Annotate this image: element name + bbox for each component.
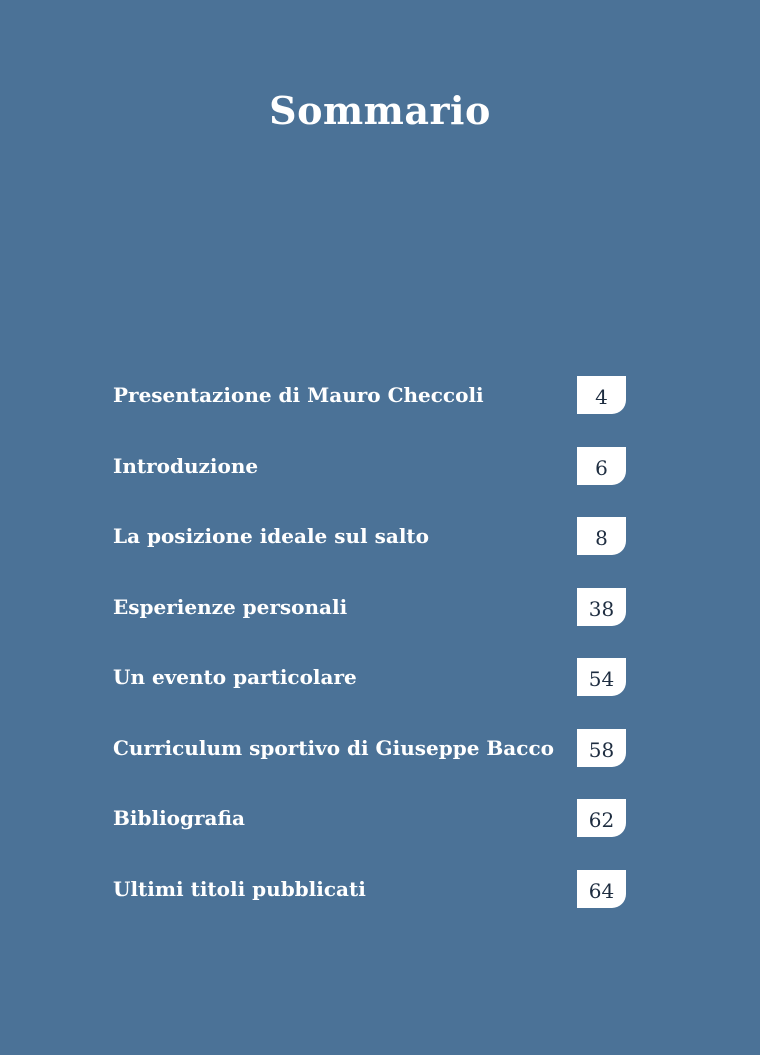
- toc-item[interactable]: [113, 799, 626, 837]
- toc-item[interactable]: [113, 376, 626, 414]
- toc-item[interactable]: [113, 517, 626, 555]
- toc-page-number: 64: [577, 870, 626, 908]
- page-title: Sommario: [269, 88, 491, 133]
- toc-page-number: 6: [577, 447, 626, 485]
- toc-page-number: 62: [577, 799, 626, 837]
- toc-item-label: Un evento particolare: [113, 665, 357, 689]
- toc-item-label: Ultimi titoli pubblicati: [113, 876, 366, 901]
- toc-item[interactable]: [113, 658, 626, 696]
- toc-item[interactable]: [113, 447, 626, 485]
- toc-page-number: 54: [577, 658, 626, 696]
- toc-page-number: 58: [577, 729, 626, 767]
- toc-item[interactable]: [113, 729, 626, 767]
- toc-item-label: Esperienze personali: [113, 594, 348, 619]
- toc-item-label: Introduzione: [113, 453, 259, 478]
- toc-item[interactable]: [113, 870, 626, 908]
- toc-item[interactable]: [113, 588, 626, 626]
- toc-page-number: 8: [577, 517, 626, 555]
- toc-item-label: La posizione ideale sul salto: [113, 524, 429, 548]
- table-of-contents: [113, 376, 626, 940]
- toc-page-number: 4: [577, 376, 626, 414]
- toc-page-number: 38: [577, 588, 626, 626]
- toc-item-label: Curriculum sportivo di Giuseppe Bacco: [113, 735, 554, 760]
- toc-item-label: Bibliografia: [113, 806, 246, 830]
- toc-item-label: Presentazione di Mauro Checcoli: [113, 383, 484, 407]
